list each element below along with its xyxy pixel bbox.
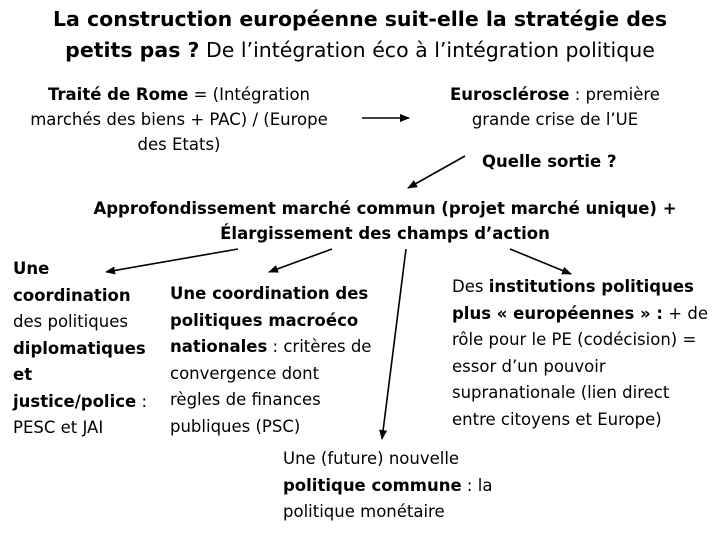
traite-line-1-rest: = (Intégration bbox=[188, 85, 311, 104]
coord-macro-line-1: Une coordination des bbox=[170, 284, 369, 303]
coord-diplo-line-6-rest: : bbox=[136, 391, 148, 411]
arrow-to-institutions bbox=[510, 249, 571, 274]
coord-macro-line-3-rest: : critères de bbox=[267, 337, 372, 356]
institutions-line-4: essor d’un pouvoir bbox=[452, 356, 606, 376]
coord-macro-line-4: convergence dont bbox=[170, 363, 320, 383]
institutions-line-5: supranationale (lien direct bbox=[452, 383, 670, 402]
coord-diplo-line-3: des politiques bbox=[13, 312, 128, 331]
institutions-line-3: rôle pour le PE (codécision) = bbox=[452, 330, 697, 349]
institutions-line-2-bold: plus « européennes » : bbox=[452, 303, 664, 323]
eurosclerose-line-1-rest: : première bbox=[569, 85, 660, 104]
coord-macro-line-6: publiques (PSC) bbox=[170, 416, 301, 436]
traite-bold: Traité de Rome bbox=[47, 85, 189, 104]
traite-line-2: marchés des biens + PAC) / (Europe bbox=[30, 110, 328, 129]
institutions-line-6: entre citoyens et Europe) bbox=[452, 409, 662, 429]
coord-diplo-line-5: et bbox=[13, 365, 33, 384]
institutions-line-1-bold: institutions politiques bbox=[488, 277, 694, 296]
title-line-2-bold: petits pas ? bbox=[65, 38, 200, 62]
traite-line-3: des Etats) bbox=[137, 135, 221, 154]
coord-macro-line-3-bold: nationales bbox=[170, 337, 268, 356]
approfondissement-line-2: Élargissement des champs d’action bbox=[220, 224, 550, 243]
eurosclerose-bold: Eurosclérose bbox=[450, 85, 570, 104]
eurosclerose-line-2: grande crise de l’UE bbox=[471, 110, 639, 129]
arrow-to-coordination-macroeco bbox=[269, 249, 332, 272]
title-line-1-text: La construction européenne suit-elle la stratégie des bbox=[52, 7, 668, 31]
politique-commune-line-2-rest: : la bbox=[461, 475, 493, 495]
quelle-sortie-text: Quelle sortie ? bbox=[482, 152, 617, 171]
coord-diplo-line-1: Une bbox=[13, 259, 50, 278]
institutions-line-1-pre: Des bbox=[452, 277, 489, 296]
approfondissement-line-1: Approfondissement marché commun (projet marché unique) + bbox=[93, 199, 677, 218]
coord-macro-line-5: règles de finances bbox=[170, 390, 321, 409]
politique-commune-line-3: politique monétaire bbox=[283, 502, 445, 521]
arrow-to-politique-commune bbox=[382, 249, 406, 439]
coord-diplo-line-6-bold: justice/police bbox=[13, 391, 137, 411]
politique-commune-line-1: Une (future) nouvelle bbox=[283, 449, 460, 468]
arrow-eurosclerose-to-approfondissement bbox=[408, 156, 465, 188]
institutions-line-2-rest: + de bbox=[663, 303, 708, 323]
politique-commune-line-2-bold: politique commune bbox=[283, 475, 462, 495]
coord-diplo-line-4: diplomatiques bbox=[13, 338, 146, 358]
coord-diplo-line-7: PESC et JAI bbox=[13, 418, 104, 437]
arrow-to-coordination-diplomatique bbox=[106, 249, 238, 272]
coord-macro-line-2: politiques macroéco bbox=[170, 310, 359, 330]
title-line-2-rest: De l’intégration éco à l’intégration politique bbox=[199, 38, 655, 62]
coord-diplo-line-2: coordination bbox=[13, 285, 131, 305]
